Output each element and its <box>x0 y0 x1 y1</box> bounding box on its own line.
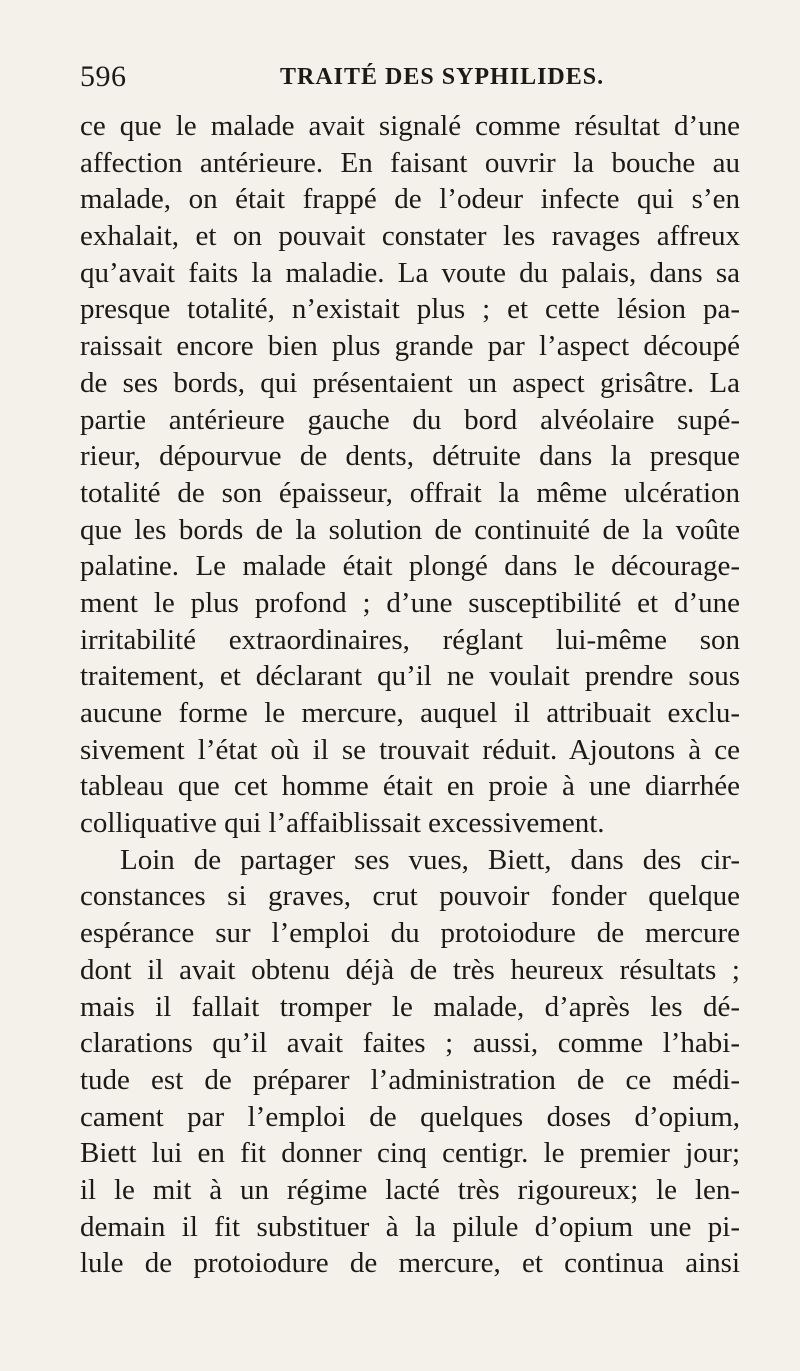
text-line: ment le plus profond ; d’une susceptibilité et d’une <box>80 586 740 619</box>
text-line: palatine. Le malade était plongé dans le décourage- <box>80 550 740 583</box>
text-line: partie antérieure gauche du bord alvéolaire supé- <box>80 403 740 436</box>
text-line: tude est de préparer l’administration de ce médi- <box>80 1063 740 1096</box>
text-line: tableau que cet homme était en proie à une diarrhée <box>80 770 740 803</box>
text-line: il le mit à un régime lacté très rigoureux; le len- <box>80 1173 740 1206</box>
text-line: presque totalité, n’existait plus ; et cette lésion pa- <box>80 293 740 326</box>
text-line: raissait encore bien plus grande par l’aspect découpé <box>80 330 740 363</box>
text-line: aucune forme le mercure, auquel il attribuait exclu- <box>80 697 740 729</box>
text-line: dont il avait obtenu déjà de très heureux résultats ; <box>80 953 740 986</box>
text-line: qu’avait faits la maladie. La voute du palais, dans sa <box>80 256 740 289</box>
text-line: mais il fallait tromper le malade, d’après les dé- <box>80 990 740 1023</box>
text-line: irritabilité extraordinaires, réglant lui-même son <box>80 623 740 656</box>
page-number: 596 <box>80 60 127 93</box>
paragraph-end-line: colliquative qui l’affaiblissait excessivement. <box>80 807 605 840</box>
text-line: que les bords de la solution de continuité de la voûte <box>80 513 740 546</box>
text-line: de ses bords, qui présentaient un aspect grisâtre. La <box>80 366 740 399</box>
text-line: malade, on était frappé de l’odeur infecte qui s’en <box>80 183 740 216</box>
text-line: cament par l’emploi de quelques doses d’opium, <box>80 1100 740 1133</box>
text-line: sivement l’état où il se trouvait réduit. Ajoutons à ce <box>80 733 740 766</box>
text-line: espérance sur l’emploi du protoiodure de mercure <box>80 917 740 950</box>
text-line: demain il fit substituer à la pilule d’opium une pi- <box>80 1210 740 1243</box>
text-line: affection antérieure. En faisant ouvrir la bouche au <box>80 146 740 179</box>
text-line: constances si graves, crut pouvoir fonder quelque <box>80 880 740 913</box>
body-text <box>80 108 740 1282</box>
running-title: TRAITÉ DES SYPHILIDES. <box>280 64 605 90</box>
text-line: traitement, et déclarant qu’il ne voulait prendre sous <box>80 660 740 693</box>
text-line: totalité de son épaisseur, offrait la même ulcération <box>80 476 740 509</box>
page-header <box>80 60 740 100</box>
text-line: Biett lui en fit donner cinq centigr. le premier jour; <box>80 1137 740 1170</box>
text-line: lule de protoiodure de mercure, et continua ainsi <box>80 1247 740 1280</box>
paragraph-start-line: Loin de partager ses vues, Biett, dans des cir- <box>120 843 740 876</box>
text-line: rieur, dépourvue de dents, détruite dans la presque <box>80 440 740 473</box>
text-line: exhalait, et on pouvait constater les ravages affreux <box>80 220 740 253</box>
text-line: ce que le malade avait signalé comme résultat d’une <box>80 110 740 142</box>
text-line: clarations qu’il avait faites ; aussi, comme l’habi- <box>80 1027 740 1060</box>
